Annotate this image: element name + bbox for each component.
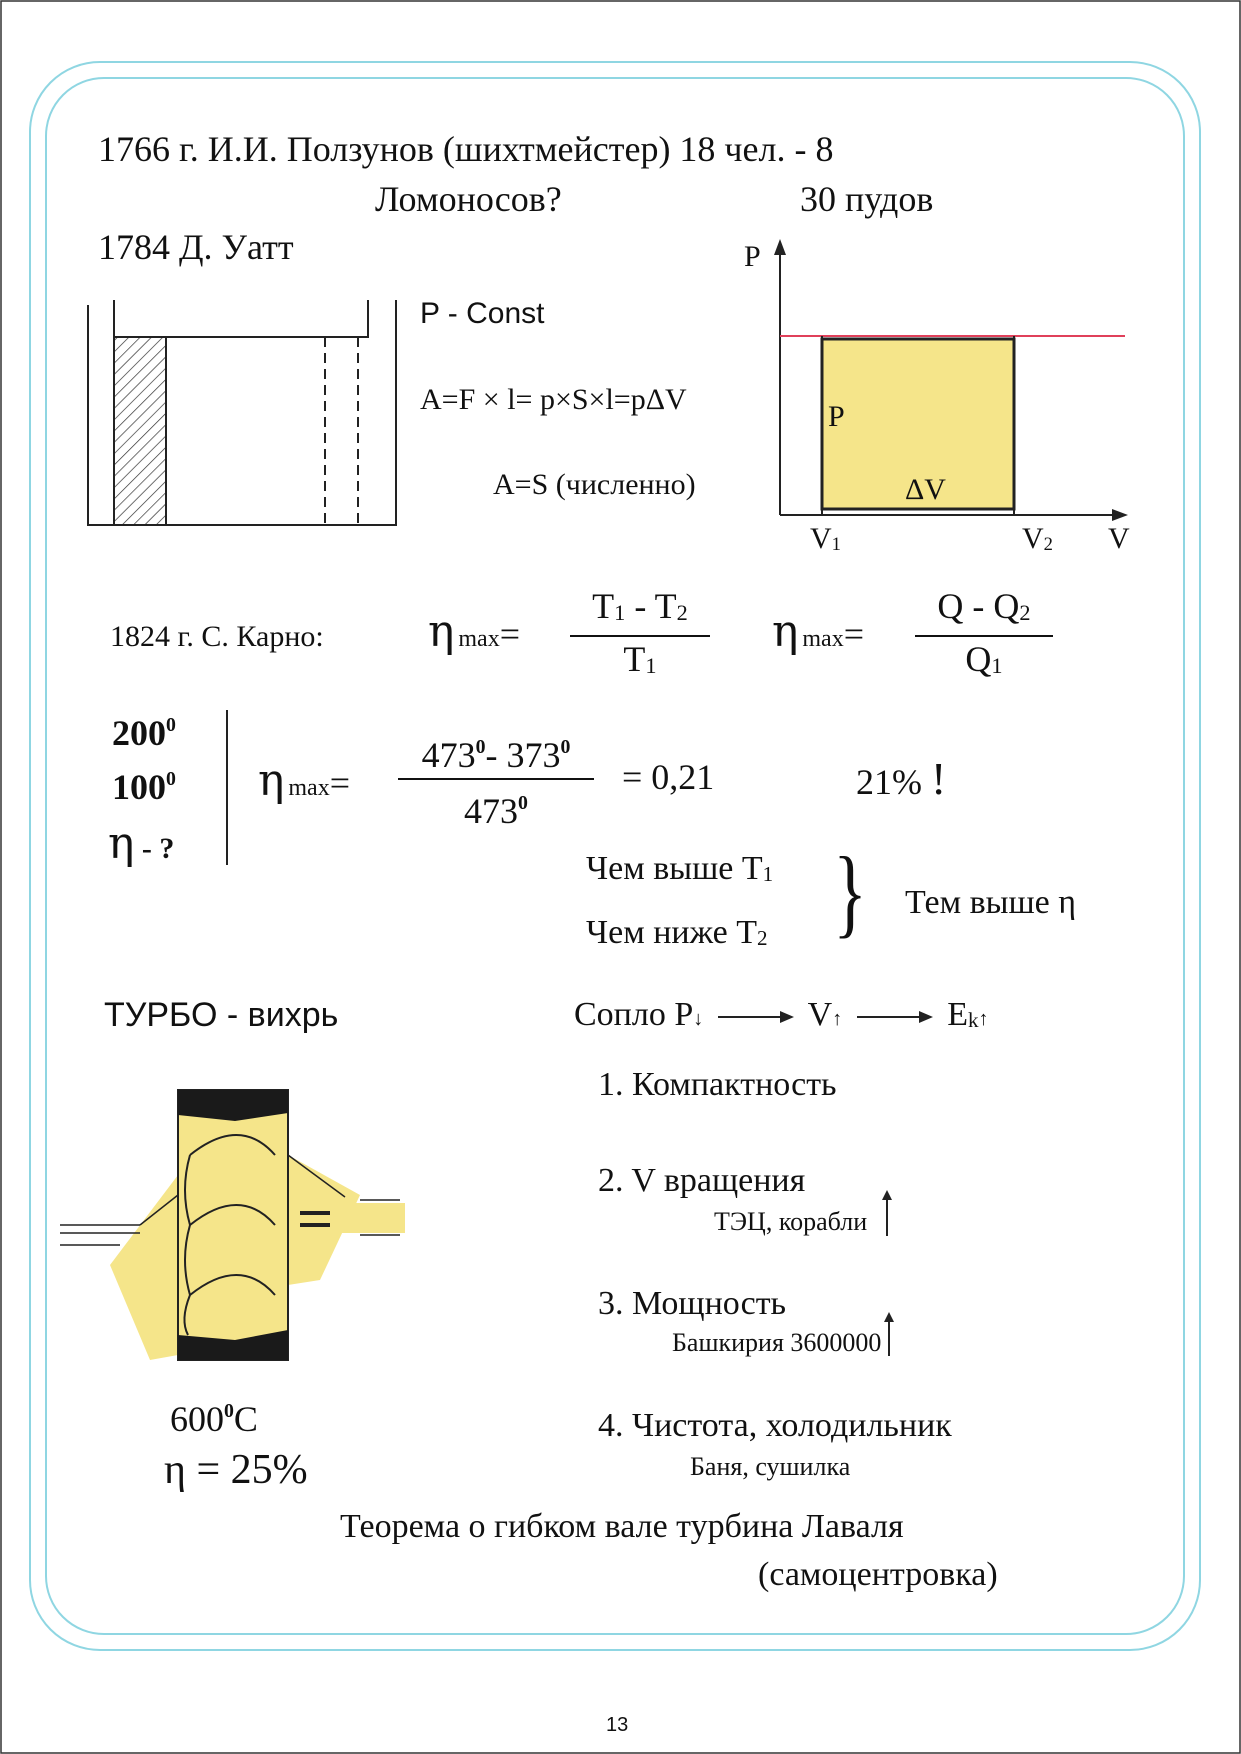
arrow-up-icon [882,1312,896,1358]
turbo-temp: $600^0C$ [170,1399,258,1439]
axis-v-label: V [1108,522,1130,555]
example-fraction: $473^0-$ $373^0$ $473^0$ [398,724,594,834]
piston-cylinder-diagram [80,295,410,530]
example-divider [226,710,228,865]
advantage-2-note: ТЭЦ, корабли [714,1207,868,1236]
advantage-4: 4. Чистота, холодильник [598,1407,952,1444]
area-p-label: P [828,400,845,433]
temp-100: $100^0$ [112,767,176,807]
temp-200: $200^0$ [112,713,176,753]
self-centering: (самоцентровка) [758,1556,998,1593]
nozzle-chain: Сопло P↓ V↑ Ek↑ [574,996,989,1033]
advantage-1: 1. Компактность [598,1066,837,1103]
advantage-3-note: Башкирия 3600000 [672,1328,882,1357]
higher-eta: Тем выше η [905,884,1077,921]
percent-result: 21% ! [856,753,947,804]
higher-t1: Чем выше T1 [586,850,774,887]
p-const-label: P - Const [420,297,545,330]
example-result: = 0,21 [622,757,715,797]
carnot-fraction-1: T1 - T2 T1 [570,584,710,688]
advantage-3: 3. Мощность [598,1285,787,1322]
eta-question: η - ? [108,818,175,869]
header-lomonosov: Ломоносов? [375,179,562,219]
v1-label: V1 [810,522,841,555]
work-formula: A=F × l= p×S×l=pΔV [420,383,687,416]
turbo-efficiency: η = 25% [164,1447,308,1493]
lower-t2: Чем ниже T2 [586,914,768,951]
carnot-label: 1824 г. С. Карно: [110,620,324,653]
eta-max-2: ηmax= [772,606,865,657]
brace: } [833,836,867,947]
carnot-fraction-2: Q - Q2 Q1 [915,584,1053,688]
eta-max-3: ηmax= [258,755,351,806]
laval-theorem: Теорема о гибком вале турбина Лаваля [340,1508,904,1545]
arrow-up-icon [880,1190,894,1238]
advantage-2: 2. V вращения [598,1162,806,1199]
eta-max-1: ηmax= [428,606,521,657]
pv-graph [740,235,1140,565]
turbo-title: ТУРБО - вихрь [104,996,339,1034]
header-watt: 1784 Д. Уатт [98,227,294,267]
page-number: 13 [606,1714,629,1736]
arrow-right-icon [716,1007,796,1027]
turbine-diagram [60,1085,460,1365]
arrow-right-icon [855,1007,935,1027]
axis-p-label: P [744,240,761,273]
header-weight: 30 пудов [800,179,934,219]
header-line-1: 1766 г. И.И. Ползунов (шихтмейстер) 18 чел. - 8 [98,129,834,169]
area-dv-label: ΔV [905,473,946,506]
advantage-4-note: Баня, сушилка [690,1452,851,1481]
area-formula: A=S (численно) [493,468,696,501]
v2-label: V2 [1022,522,1053,555]
